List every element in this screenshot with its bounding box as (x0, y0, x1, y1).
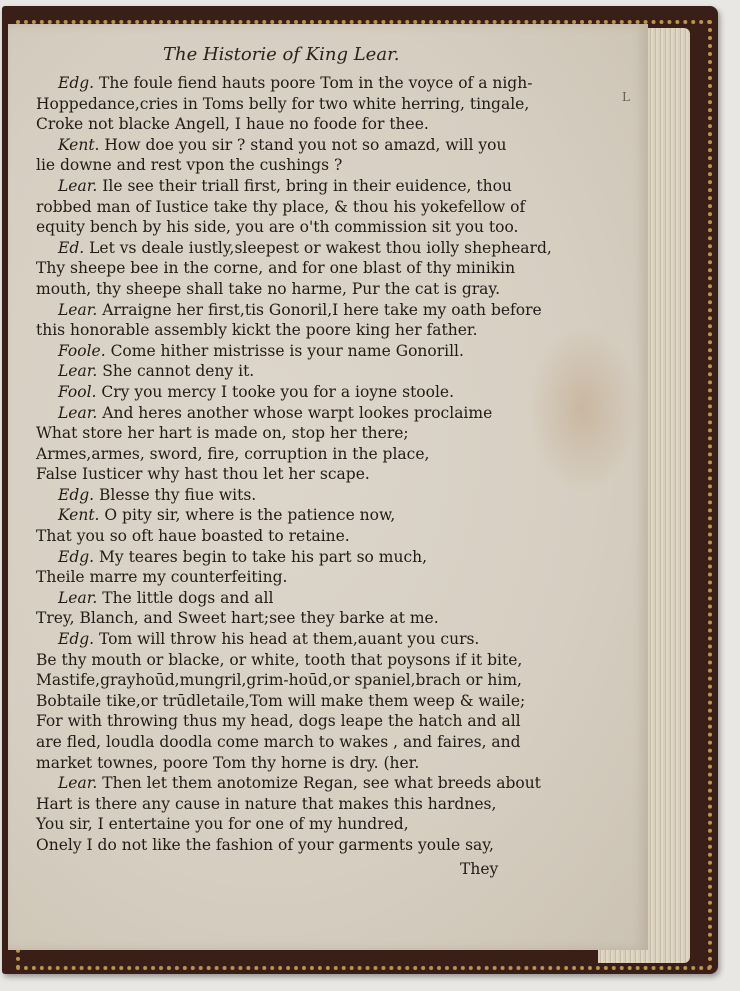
text-line (36, 650, 596, 671)
line-text: How doe you sir ? stand you not so amazd, will you (99, 135, 507, 154)
text-line (36, 711, 596, 732)
line-text: The foule fiend hauts poore Tom in the voyce of a nigh- (94, 74, 533, 92)
speaker-label: Lear. (58, 300, 98, 319)
line-text: Thy sheepe bee in the corne, and for one blast of thy minikin (36, 259, 516, 278)
line-text: Ile see their triall first, bring in their euidence, thou (97, 176, 512, 195)
text-line (36, 691, 596, 712)
line-text: Trey, Blanch, and Sweet hart;see they barke at me. (36, 609, 439, 628)
text-line (36, 753, 596, 774)
book-page (8, 24, 648, 950)
line-text: equity bench by his side, you are o'th commission sit you too. (36, 218, 519, 237)
line-text: Come hither mistrisse is your name Gonorill. (105, 341, 464, 360)
line-text: robbed man of Iustice take thy place, & thou his yokefellow of (36, 197, 526, 216)
line-text: O pity sir, where is the patience now, (99, 506, 396, 525)
running-head: The Historie of King Lear. (163, 44, 400, 65)
text-line (36, 547, 596, 568)
line-text: You sir, I entertaine you for one of my hundred, (36, 815, 409, 834)
speaker-label: Kent. (58, 135, 100, 154)
speaker-label: Edg. (58, 485, 95, 504)
line-text: Tom will throw his head at them,auant you curs. (94, 630, 480, 649)
text-block (36, 73, 596, 856)
line-text: Blesse thy fiue wits. (94, 485, 257, 504)
speaker-label: Ed. (58, 238, 85, 257)
line-text: Croke not blacke Angell, I haue no foode for thee. (36, 115, 429, 134)
line-text: Cry you mercy I tooke you for a ioyne stoole. (96, 382, 455, 401)
text-line (36, 732, 596, 753)
line-text: False Iusticer why hast thou let her scape. (36, 465, 370, 484)
speaker-label: Kent. (58, 506, 100, 525)
text-line (36, 217, 596, 238)
text-line (36, 423, 596, 444)
line-text: And heres another whose warpt lookes proclaime (97, 403, 493, 422)
text-line (36, 320, 596, 341)
text-line (36, 382, 596, 403)
text-line (36, 341, 596, 362)
speaker-label: Fool. (58, 382, 97, 401)
text-line (36, 155, 596, 176)
text-line (36, 238, 596, 259)
text-line (36, 197, 596, 218)
line-text: The little dogs and all (97, 588, 274, 607)
line-text: Hoppedance,cries in Toms belly for two white herring, tingale, (36, 94, 530, 113)
speaker-label: Edg. (58, 630, 95, 649)
line-text: Bobtaile tike,or trūdletaile,Tom will make them weep & waile; (36, 691, 526, 710)
text-line (36, 135, 596, 156)
text-line (36, 567, 596, 588)
text-line (36, 629, 596, 650)
text-line (36, 485, 596, 506)
text-line (36, 526, 596, 547)
line-text: lie downe and rest vpon the cushings ? (36, 156, 343, 175)
line-text: Arraigne her first,tis Gonoril,I here take my oath before (97, 300, 542, 319)
text-line (36, 670, 596, 691)
speaker-label: Edg. (58, 547, 95, 566)
text-line (36, 794, 596, 815)
speaker-label: Lear. (58, 774, 98, 793)
line-text: Then let them anotomize Regan, see what breeds about (97, 774, 541, 793)
text-line (36, 814, 596, 835)
line-text: She cannot deny it. (97, 362, 255, 381)
text-line (36, 279, 596, 300)
line-text: My teares begin to take his part so much, (94, 547, 428, 566)
line-text: For with throwing thus my head, dogs leape the hatch and all (36, 712, 521, 731)
speaker-label: Foole. (58, 341, 106, 360)
line-text: market townes, poore Tom thy horne is dry. (her. (36, 753, 420, 772)
text-line (36, 588, 596, 609)
line-text: Mastife,grayhoūd,mungril,grim-hoūd,or spaniel,brach or him, (36, 671, 522, 690)
line-text: Be thy mouth or blacke, or white, tooth that poysons if it bite, (36, 650, 523, 669)
line-text: Onely I do not like the fashion of your garments youle say, (36, 835, 494, 854)
speaker-label: Lear. (58, 176, 98, 195)
line-text: this honorable assembly kickt the poore king her father. (36, 321, 478, 340)
text-line (36, 773, 596, 794)
line-text: Let vs deale iustly,sleepest or wakest thou iolly shepheard, (84, 238, 552, 257)
speaker-label: Lear. (58, 588, 98, 607)
text-line (36, 835, 596, 856)
line-text: Hart is there any cause in nature that makes this hardnes, (36, 794, 497, 813)
speaker-label: Edg. (58, 74, 95, 92)
line-text: are fled, loudla doodla come march to wakes , and faires, and (36, 733, 521, 751)
line-text: What store her hart is made on, stop her there; (36, 424, 409, 443)
text-line (36, 403, 596, 424)
line-text: mouth, thy sheepe shall take no harme, Pur the cat is gray. (36, 279, 501, 298)
line-text: That you so oft haue boasted to retaine. (36, 527, 350, 546)
text-line (36, 300, 596, 321)
text-line (36, 94, 596, 115)
text-line (36, 464, 596, 485)
catchword: They (460, 860, 499, 878)
text-line (36, 444, 596, 465)
line-text: Armes,armes, sword, fire, corruption in the place, (36, 444, 430, 463)
text-line (36, 258, 596, 279)
text-line (36, 114, 596, 135)
text-line (36, 73, 596, 94)
text-line (36, 176, 596, 197)
speaker-label: Lear. (58, 362, 98, 381)
line-text: Theile marre my counterfeiting. (36, 568, 288, 587)
signature-mark: L (622, 90, 630, 104)
speaker-label: Lear. (58, 403, 98, 422)
text-line (36, 505, 596, 526)
text-line (36, 361, 596, 382)
text-line (36, 608, 596, 629)
